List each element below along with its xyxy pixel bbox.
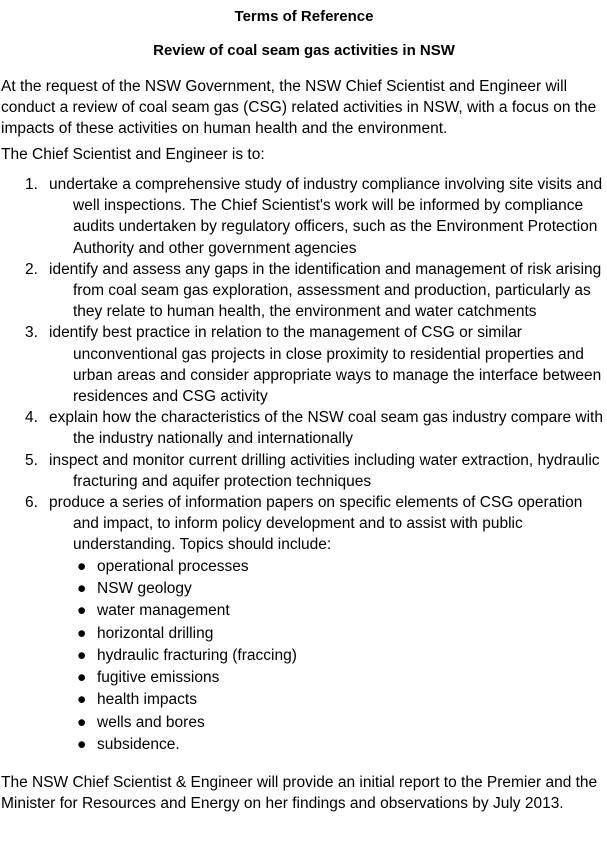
document-subtitle: Review of coal seam gas activities in NSW [153,42,455,59]
bullet-icon: ● [77,691,87,709]
task-item [1,259,607,323]
task-number: 3. [25,324,38,342]
bullet-icon: ● [77,579,87,597]
task-number: 4. [25,409,38,427]
intro-paragraph: At the request of the NSW Government, the NSW Chief Scientist and Engineer will conduct a review of coal seam gas (CSG) related activities in NSW, with a focus on the impacts of these activities on human health and the environment. [1,78,597,137]
topic-text: fugitive emissions [97,669,220,687]
topic-item [73,600,607,622]
closing-paragraph: The NSW Chief Scientist & Engineer will provide an initial report to the Premier and the Minister for Resources and Energy on her findings and observations by July 2013. [1,774,598,813]
topic-text: hydraulic fracturing (fraccing) [97,646,297,664]
task-text: produce a series of information papers on specific elements of CSG operation and impact, to inform policy development and to assist with public understanding. Topics should include: [49,494,583,554]
bullet-icon: ● [77,713,87,731]
task-number: 5. [25,451,38,469]
topic-text: NSW geology [97,579,192,597]
bullet-icon: ● [77,669,87,687]
task-text: identify and assess any gaps in the identification and management of risk arising from coal seam gas exploration, assessment and production, particularly as they relate to human health, the environment and water catchments [49,260,602,321]
document-title: Terms of Reference [234,8,374,25]
tasks-lead-in: The Chief Scientist and Engineer is to: [1,146,265,163]
task-item [1,492,607,756]
topic-item [73,578,607,600]
task-text: inspect and monitor current drilling activities including water extraction, hydraulic fracturing and aquifer protection techniques [49,451,600,490]
topic-item [73,712,607,734]
topic-item [73,645,607,667]
topic-text: health impacts [97,691,197,709]
task-item [1,322,607,407]
topic-item [73,689,607,711]
topic-text: subsidence. [97,736,180,754]
task-text: explain how the characteristics of the NSW coal seam gas industry compare with the industry nationally and internationally [49,409,603,448]
topic-text: water management [97,602,230,620]
topic-item [73,667,607,689]
task-item [1,174,607,259]
topic-item [73,556,607,578]
tasks-list [1,165,607,756]
topic-text: wells and bores [97,713,205,731]
bullet-icon: ● [77,736,87,754]
bullet-icon: ● [77,602,87,620]
task-number: 2. [25,260,38,278]
topic-text: horizontal drilling [97,624,214,642]
task-item [1,407,607,449]
bullet-icon: ● [77,624,87,642]
bullet-icon: ● [77,646,87,664]
task-text: undertake a comprehensive study of industry compliance involving site visits and well inspections. The Chief Scientist's work will be informed by compliance audits undertaken by regulatory officers, such as the Environment Protection Authority and other government agencies [49,176,603,257]
task-item [1,450,607,492]
topics-list [73,556,607,757]
topic-item [73,623,607,645]
topic-item [73,734,607,756]
task-text: identify best practice in relation to the management of CSG or similar unconventional gas projects in close proximity to residential properties and urban areas and consider appropriate ways to manage the interface between residences and CSG activity [49,324,602,406]
topic-text: operational processes [97,557,249,575]
task-number: 1. [25,176,38,193]
task-number: 6. [25,494,38,512]
bullet-icon: ● [77,557,87,575]
